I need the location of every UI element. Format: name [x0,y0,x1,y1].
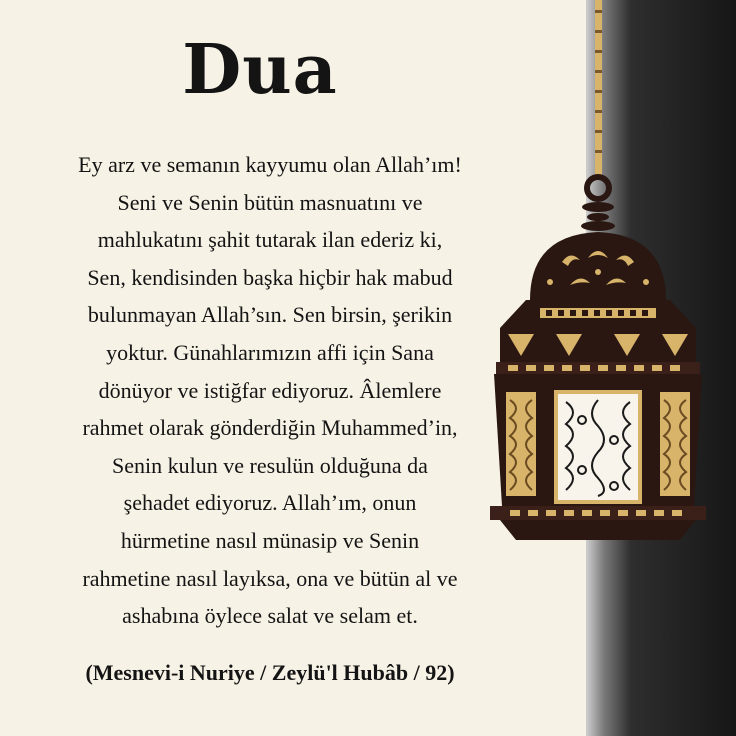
dua-line: Senin kulun ve resulün olduğuna da [112,452,428,478]
dua-line: Ey arz ve semanın kayyumu olan Allah’ım! [78,152,462,177]
dua-line: bulunmayan Allah’sın. Sen birsin, şerikin [87,302,453,328]
dua-text [20,146,520,635]
dua-line: Seni ve Senin bütün masnuatını ve [117,189,423,215]
dua-line: mahlukatını şahit tutarak ilan ederiz ki, [97,227,443,253]
dua-line: şehadet ediyoruz. Allah’ım, onun [123,490,417,516]
dua-line: rahmetine nasıl layıksa, ona ve bütün al ve [82,565,458,591]
dua-line: rahmet olarak gönderdiğin Muhammed’in, [82,415,458,441]
dua-line: Sen, kendisinden başka hiçbir hak mabud [87,264,453,290]
ramadan-lantern-icon [470,0,720,560]
page-title: Dua [182,30,338,110]
dua-line: yoktur. Günahlarımızın affi için Sana [106,339,434,365]
dua-line: dönüyor ve istiğfar ediyoruz. Âlemlere [98,377,442,403]
dua-line: ashabına öylece salat ve selam et. [122,603,418,629]
source-citation: (Mesnevi-i Nuriye / Zeylü'l Hubâb / 92) [85,660,455,685]
dua-line: hürmetine nasıl münasip ve Senin [120,527,420,553]
